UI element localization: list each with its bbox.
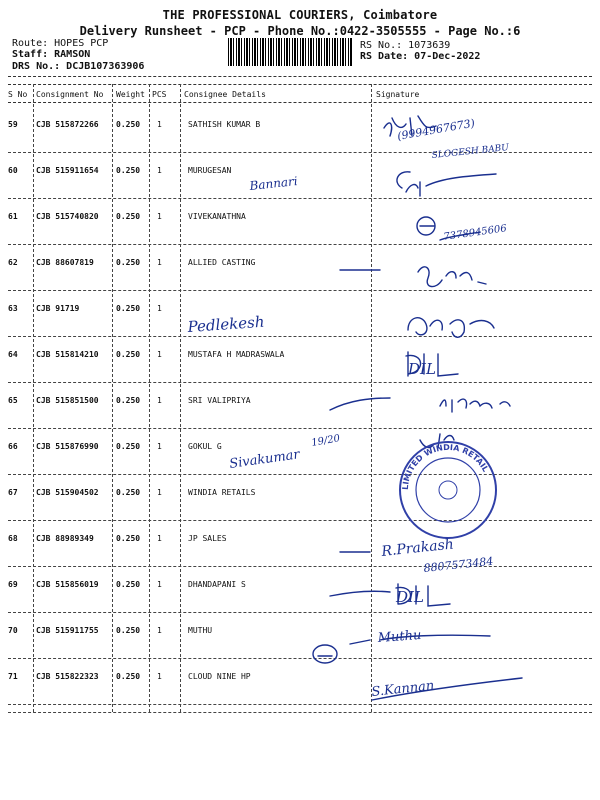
- row-consignee: SATHISH KUMAR B: [188, 120, 261, 129]
- handwriting-r66b: 19/20: [310, 433, 341, 449]
- row-divider: [8, 428, 592, 429]
- drs-number: DRS No.: DCJB107363906: [12, 61, 145, 72]
- handwriting-r60: Bannari: [248, 174, 299, 193]
- row-divider: [8, 612, 592, 613]
- signature-scribble: [330, 584, 450, 606]
- row-sno: 71: [8, 672, 18, 681]
- row-weight: 0.250: [116, 672, 141, 681]
- row-divider: [8, 520, 592, 521]
- signature-scribble: [408, 318, 494, 338]
- row-cn: CJB 515856019: [36, 580, 99, 589]
- row-pcs: 1: [157, 120, 162, 129]
- handwriting-r63: Pedlekesh: [187, 312, 265, 336]
- row-sno: 66: [8, 442, 18, 451]
- company-title: THE PROFESSIONAL COURIERS, Coimbatore: [162, 8, 438, 22]
- row-weight: 0.250: [116, 396, 141, 405]
- row-cn: CJB 515911755: [36, 626, 99, 635]
- table-bottom-rule: [8, 712, 592, 713]
- row-pcs: 1: [157, 442, 162, 451]
- row-sno: 62: [8, 258, 18, 267]
- row-consignee: SRI VALIPRIYA: [188, 396, 251, 405]
- row-pcs: 1: [157, 534, 162, 543]
- row-cn: CJB 515876990: [36, 442, 99, 451]
- col-divider: [33, 84, 34, 712]
- row-weight: 0.250: [116, 580, 141, 589]
- row-consignee: WINDIA RETAILS: [188, 488, 256, 497]
- row-consignee: JP SALES: [188, 534, 227, 543]
- row-consignee: DHANDAPANI S: [188, 580, 246, 589]
- row-sno: 60: [8, 166, 18, 175]
- col-header-signature: Signature: [376, 90, 420, 99]
- row-divider: [8, 658, 592, 659]
- row-divider: [8, 152, 592, 153]
- row-pcs: 1: [157, 350, 162, 359]
- header-top-rule: [8, 76, 592, 77]
- handwriting-r70: Muthu: [377, 627, 422, 646]
- row-consignee: MUTHU: [188, 626, 213, 635]
- row-divider: [8, 382, 592, 383]
- signature-scribble: [330, 398, 510, 412]
- table-top-rule: [8, 84, 592, 85]
- row-consignee: MURUGESAN: [188, 166, 232, 175]
- col-divider: [112, 84, 113, 712]
- handwriting-r59b: SLOGESH BABU: [431, 142, 510, 161]
- signature-scribble: [340, 267, 486, 287]
- row-cn: CJB 515904502: [36, 488, 99, 497]
- row-sno: 68: [8, 534, 18, 543]
- row-weight: 0.250: [116, 166, 141, 175]
- row-divider: [8, 566, 592, 567]
- row-weight: 0.250: [116, 442, 141, 451]
- row-weight: 0.250: [116, 258, 141, 267]
- row-cn: CJB 515911654: [36, 166, 99, 175]
- barcode: [228, 38, 352, 66]
- row-consignee: CLOUD NINE HP: [188, 672, 251, 681]
- row-cn: CJB 88607819: [36, 258, 94, 267]
- runsheet-subtitle: Delivery Runsheet - PCP - Phone No.:0422-3505555 - Page No.:6: [79, 24, 521, 38]
- row-consignee: GOKUL G: [188, 442, 222, 451]
- row-divider: [8, 290, 592, 291]
- handwriting-r71: S.Kannan: [370, 678, 435, 700]
- handwriting-r59: (9994967673): [396, 116, 476, 143]
- row-sno: 64: [8, 350, 18, 359]
- handwriting-r68b: 8807573484: [422, 554, 494, 575]
- row-cn: CJB 88989349: [36, 534, 94, 543]
- row-weight: 0.250: [116, 534, 141, 543]
- row-weight: 0.250: [116, 304, 141, 313]
- row-pcs: 1: [157, 672, 162, 681]
- route-label: Route: HOPES PCP: [12, 38, 109, 49]
- signature-scribble: [420, 434, 454, 448]
- row-cn: CJB 515822323: [36, 672, 99, 681]
- row-cn: CJB 515851500: [36, 396, 99, 405]
- col-header-consignee: Consignee Details: [184, 90, 266, 99]
- row-sno: 67: [8, 488, 18, 497]
- row-pcs: 1: [157, 488, 162, 497]
- signature-scribble: [397, 172, 496, 196]
- row-pcs: 1: [157, 212, 162, 221]
- row-sno: 59: [8, 120, 18, 129]
- row-consignee: VIVEKANATHNA: [188, 212, 246, 221]
- row-sno: 61: [8, 212, 18, 221]
- row-weight: 0.250: [116, 212, 141, 221]
- row-weight: 0.250: [116, 120, 141, 129]
- row-divider: [8, 704, 592, 705]
- row-cn: CJB 515814210: [36, 350, 99, 359]
- row-cn: CJB 515872266: [36, 120, 99, 129]
- col-divider: [149, 84, 150, 712]
- signature-scribble: [318, 656, 522, 700]
- col-header-consignment: Consignment No: [36, 90, 104, 99]
- rs-date: RS Date: 07-Dec-2022: [360, 51, 481, 62]
- row-pcs: 1: [157, 166, 162, 175]
- row-pcs: 1: [157, 258, 162, 267]
- row-divider: [8, 474, 592, 475]
- col-header-weight: Weight: [116, 90, 145, 99]
- handwriting-r61: 7378945606: [442, 223, 508, 243]
- col-header-sno: S No: [8, 90, 28, 99]
- staff-label: Staff: RAMSON: [12, 49, 91, 60]
- row-weight: 0.250: [116, 488, 141, 497]
- signature-scribble: [417, 217, 435, 235]
- col-divider: [180, 84, 181, 712]
- row-sno: 69: [8, 580, 18, 589]
- handwriting-r68: R.Prakash: [380, 536, 455, 560]
- row-cn: CJB 91719: [36, 304, 80, 313]
- row-pcs: 1: [157, 304, 162, 313]
- row-divider: [8, 336, 592, 337]
- signature-scribble: [406, 352, 458, 376]
- row-consignee: MUSTAFA H MADRASWALA: [188, 350, 285, 359]
- col-divider: [371, 84, 372, 712]
- handwriting-r64: DIL: [408, 360, 436, 378]
- row-divider: [8, 244, 592, 245]
- handwriting-r66: Sivakumar: [228, 447, 301, 472]
- company-stamp: [400, 442, 496, 538]
- row-pcs: 1: [157, 580, 162, 589]
- handwriting-r69: DIL: [396, 588, 424, 606]
- row-cn: CJB 515740820: [36, 212, 99, 221]
- row-weight: 0.250: [116, 626, 141, 635]
- row-divider: [8, 198, 592, 199]
- row-consignee: ALLIED CASTING: [188, 258, 256, 267]
- signature-scribble: [420, 226, 480, 240]
- row-pcs: 1: [157, 396, 162, 405]
- row-pcs: 1: [157, 626, 162, 635]
- stamp-text: LIMITED WINDIA RETAIL: [400, 442, 491, 491]
- col-header-pcs: PCS: [152, 90, 167, 99]
- row-sno: 63: [8, 304, 18, 313]
- signature-scribble: [313, 645, 337, 663]
- header-bottom-rule: [8, 102, 592, 103]
- rs-number: RS No.: 1073639: [360, 40, 451, 51]
- signature-scribble: [384, 116, 436, 136]
- row-weight: 0.250: [116, 350, 141, 359]
- row-sno: 70: [8, 626, 18, 635]
- row-sno: 65: [8, 396, 18, 405]
